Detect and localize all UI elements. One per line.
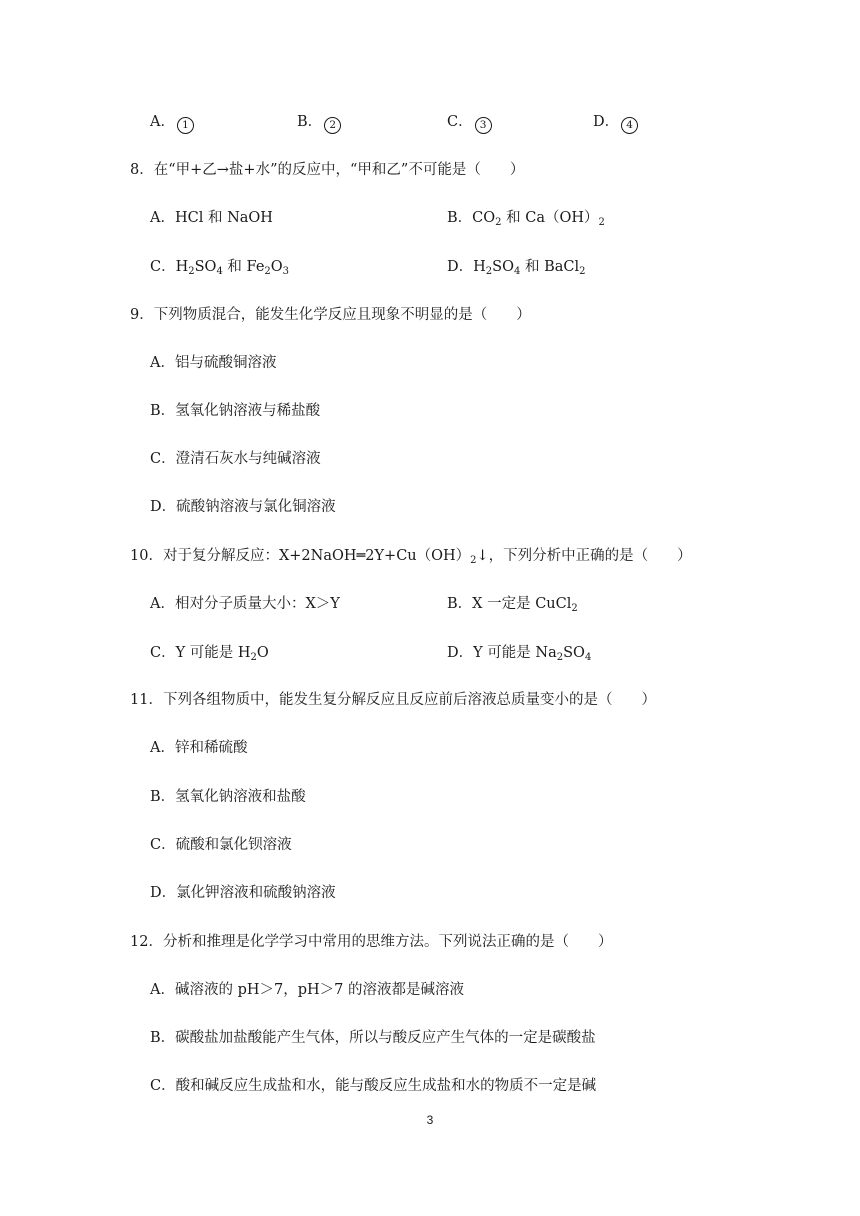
- q8-option-b: B．$CO_2$ 和 $Ca(OH)_2$: [447, 210, 605, 228]
- circled-2-icon: 2: [324, 117, 341, 134]
- q10-stem: 10．对于复分解反应：$X+2NaOH═2Y+Cu(OH)_2↓$，下列分析中正确的是（ ）: [130, 548, 692, 566]
- q9-option-a: A．铝与硫酸铜溶液: [150, 355, 277, 371]
- q8-option-c: C．$H_2SO_4$ 和 $Fe_2O_3$: [150, 259, 290, 277]
- q7-option-d: D． 4: [593, 113, 638, 134]
- q10-option-c: C．Y 可能是 $H_2O$: [150, 645, 269, 663]
- q11-option-c: C．硫酸和氯化钡溶液: [150, 837, 292, 853]
- q8-stem: 8．在“甲+乙→盐+水”的反应中，“甲和乙”不可能是（ ）: [130, 162, 525, 178]
- q9-stem: 9．下列物质混合，能发生化学反应且现象不明显的是（ ）: [130, 307, 531, 323]
- q10-option-a: A．相对分子质量大小：X＞Y: [150, 596, 340, 612]
- circled-1-icon: 1: [177, 117, 194, 134]
- q7-option-a: A． 1: [150, 113, 194, 134]
- circled-3-icon: 3: [475, 117, 492, 134]
- q10-option-d: D．Y 可能是 $Na_2SO_4$: [447, 645, 592, 663]
- q7-option-c: C． 3: [447, 113, 492, 134]
- q11-option-b: B．氢氧化钠溶液和盐酸: [150, 789, 306, 805]
- q9-option-c: C．澄清石灰水与纯碱溶液: [150, 451, 321, 467]
- q11-stem: 11．下列各组物质中，能发生复分解反应且反应前后溶液总质量变小的是（ ）: [130, 692, 656, 708]
- q12-stem: 12．分析和推理是化学学习中常用的思维方法。下列说法正确的是（ ）: [130, 934, 613, 950]
- q11-option-d: D．氯化钾溶液和硫酸钠溶液: [150, 885, 336, 901]
- q9-option-b: B．氢氧化钠溶液与稀盐酸: [150, 403, 321, 419]
- q11-option-a: A．锌和稀硫酸: [150, 740, 248, 756]
- q8-option-a: A．HCl 和 NaOH: [150, 210, 273, 226]
- page-number: 3: [426, 1113, 434, 1127]
- q12-option-b: B．碳酸盐加盐酸能产生气体，所以与酸反应产生气体的一定是碳酸盐: [150, 1030, 596, 1046]
- q7-option-b: B． 2: [297, 113, 341, 134]
- q9-option-d: D．硫酸钠溶液与氯化铜溶液: [150, 499, 336, 515]
- q12-option-c: C．酸和碱反应生成盐和水，能与酸反应生成盐和水的物质不一定是碱: [150, 1078, 597, 1094]
- q8-option-d: D．$H_2SO_4$ 和 BaCl$_2$: [447, 259, 586, 277]
- circled-4-icon: 4: [621, 117, 638, 134]
- q10-option-b: B．X 一定是 CuCl$_2$: [447, 596, 578, 614]
- q12-option-a: A．碱溶液的 pH＞7，pH＞7 的溶液都是碱溶液: [150, 982, 464, 998]
